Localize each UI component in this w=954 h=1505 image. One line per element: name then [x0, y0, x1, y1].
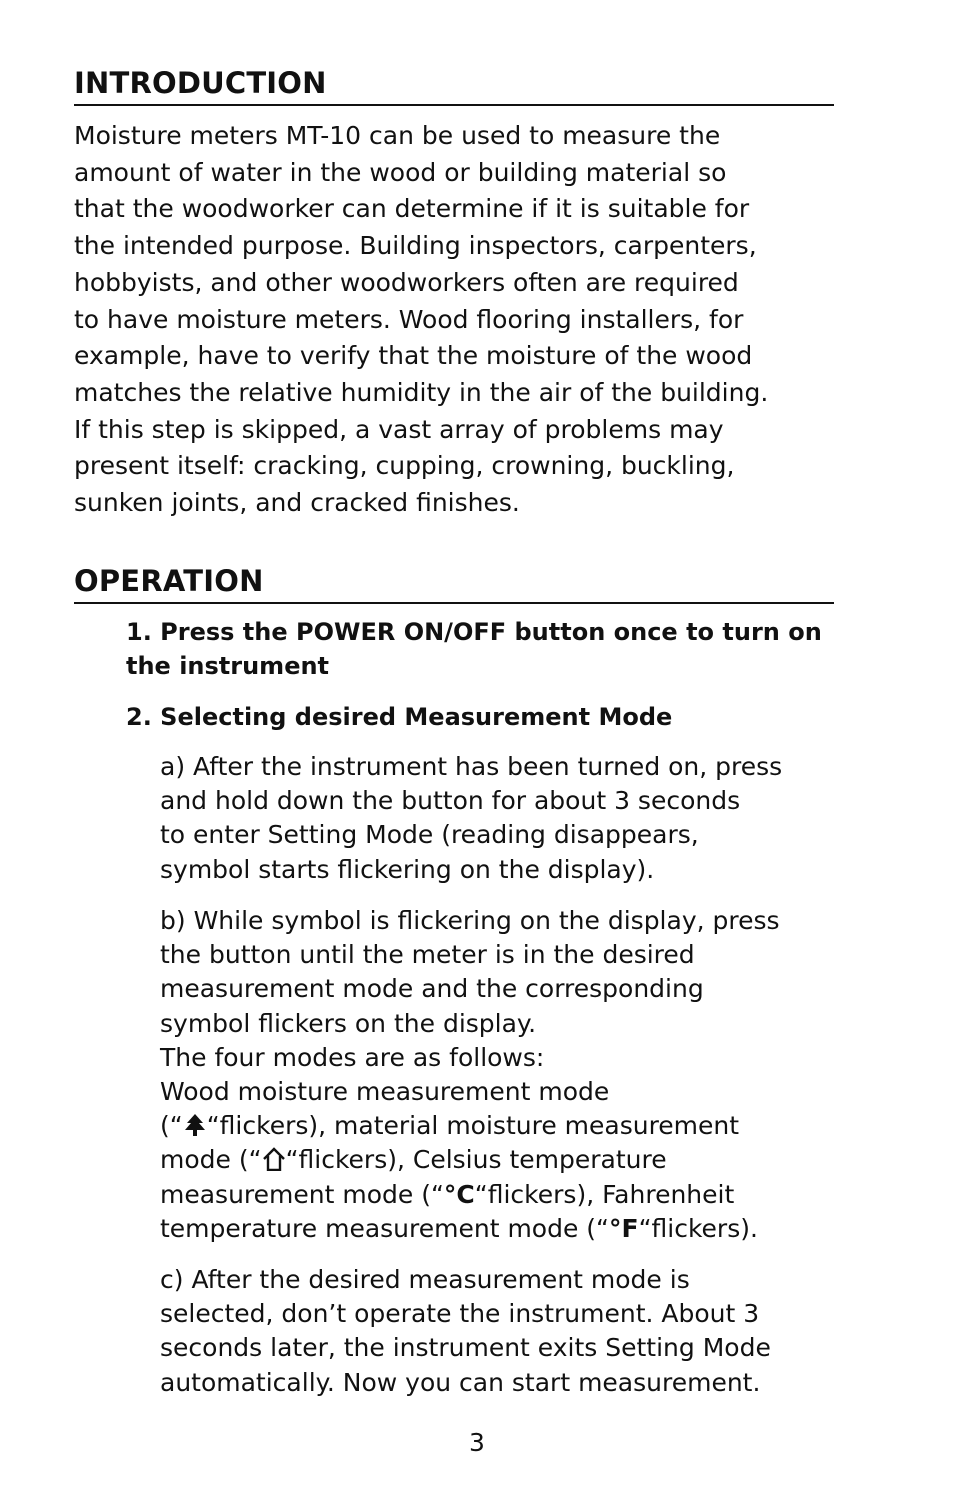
- intro-line: amount of water in the wood or building material so: [74, 157, 727, 187]
- celsius-symbol: °C: [443, 1179, 475, 1209]
- introduction-heading: INTRODUCTION: [74, 66, 834, 106]
- operation-heading: OPERATION: [74, 564, 834, 604]
- substep-c-line: automatically. Now you can start measurement.: [160, 1367, 761, 1397]
- page-number: 3: [469, 1428, 485, 1457]
- substep-a: [160, 750, 869, 887]
- substep-c-line: seconds later, the instrument exits Setting Mode: [160, 1333, 771, 1363]
- substep-b-line: b) While symbol is flickering on the display, press: [160, 906, 780, 935]
- substep-b-line: the button until the meter is in the desired: [160, 940, 695, 970]
- intro-line: hobbyists, and other woodworkers often are required: [74, 267, 739, 297]
- intro-line: present itself: cracking, cupping, crowning, buckling,: [74, 451, 735, 481]
- introduction-paragraph: [74, 118, 834, 522]
- substep-b-line: symbol flickers on the display.: [160, 1008, 537, 1038]
- substep-c-line: c) After the desired measurement mode is: [160, 1265, 690, 1294]
- substep-b: [160, 904, 869, 1246]
- substep-c-line: selected, don’t operate the instrument. About 3: [160, 1299, 760, 1329]
- intro-line: example, have to verify that the moisture of the wood: [74, 341, 753, 371]
- intro-line: the intended purpose. Building inspectors, carpenters,: [74, 231, 757, 261]
- intro-line: matches the relative humidity in the air of the building.: [74, 377, 769, 407]
- material-mode-line: [160, 1143, 869, 1177]
- substep-b-line: Wood moisture measurement mode: [160, 1077, 610, 1107]
- wood-mode-post: “flickers), material moisture measurement: [206, 1111, 740, 1141]
- fahrenheit-mode-post: “flickers).: [638, 1213, 758, 1243]
- wood-mode-pre: (“: [160, 1111, 183, 1141]
- celsius-mode-pre: measurement mode (“: [160, 1179, 444, 1209]
- fahrenheit-mode-line: [160, 1212, 869, 1246]
- substep-a-line: a) After the instrument has been turned on, press: [160, 752, 783, 781]
- tree-icon: [183, 1112, 207, 1136]
- fahrenheit-mode-pre: temperature measurement mode (“: [160, 1213, 609, 1243]
- substep-c: [160, 1263, 869, 1400]
- step-1: [126, 615, 854, 683]
- step-2: 2. Selecting desired Measurement Mode: [126, 703, 673, 731]
- wood-mode-line: [160, 1109, 869, 1143]
- intro-line: sunken joints, and cracked finishes.: [74, 488, 520, 518]
- intro-line: to have moisture meters. Wood flooring installers, for: [74, 304, 744, 334]
- intro-line: that the woodworker can determine if it is suitable for: [74, 194, 750, 224]
- celsius-mode-line: [160, 1178, 869, 1212]
- celsius-mode-post: “flickers), Fahrenheit: [474, 1179, 735, 1209]
- house-icon: [262, 1146, 286, 1170]
- substep-b-line: The four modes are as follows:: [160, 1042, 545, 1072]
- material-mode-post: “flickers), Celsius temperature: [285, 1145, 667, 1175]
- substep-a-line: to enter Setting Mode (reading disappears,: [160, 820, 699, 850]
- step-1-line: the instrument: [126, 652, 330, 680]
- intro-line: If this step is skipped, a vast array of problems may: [74, 414, 724, 444]
- substep-b-line: measurement mode and the corresponding: [160, 974, 704, 1004]
- step-1-line: 1. Press the POWER ON/OFF button once to turn on: [126, 618, 822, 646]
- substep-a-line: symbol starts flickering on the display).: [160, 854, 655, 884]
- intro-line: Moisture meters MT-10 can be used to measure the: [74, 121, 721, 150]
- substep-a-line: and hold down the button for about 3 seconds: [160, 786, 741, 816]
- fahrenheit-symbol: °F: [609, 1213, 639, 1243]
- material-mode-pre: mode (“: [160, 1145, 262, 1175]
